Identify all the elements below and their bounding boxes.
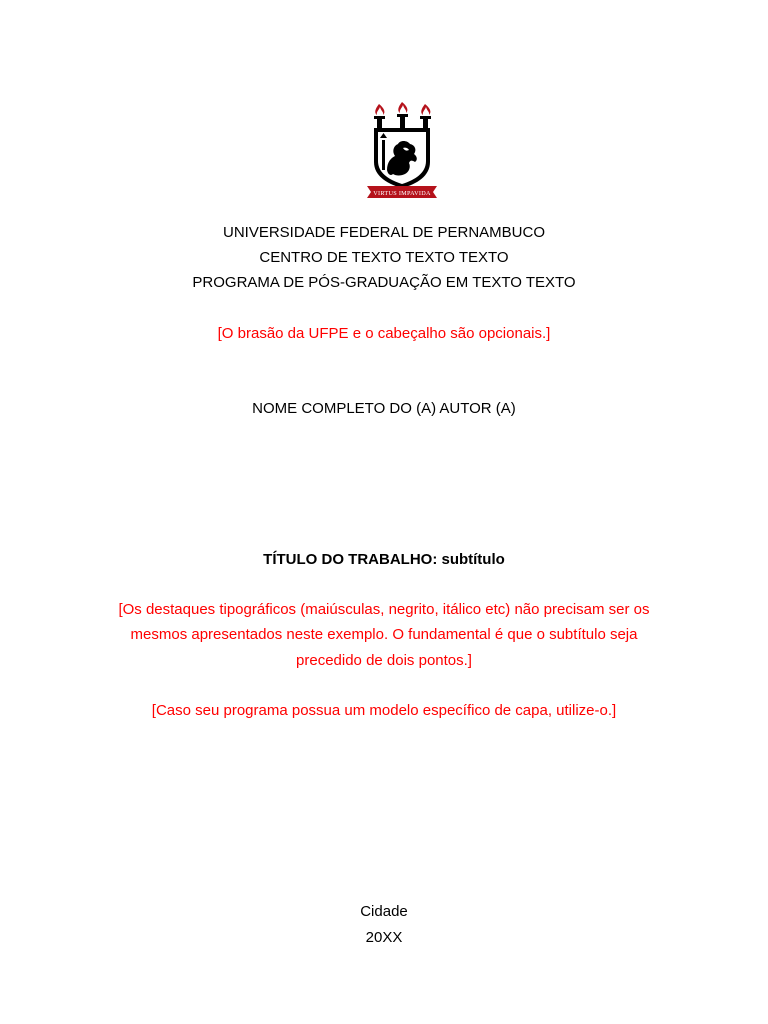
center-name: CENTRO DE TEXTO TEXTO TEXTO [259, 249, 509, 266]
year: 20XX [365, 929, 403, 946]
ufpe-crest-logo [365, 100, 439, 200]
city: Cidade [360, 903, 408, 920]
university-name: UNIVERSIDADE FEDERAL DE PERNAMBUCO [222, 224, 545, 241]
program-name: PROGRAMA DE PÓS-GRADUAÇÃO EM TEXTO TEXTO [192, 274, 576, 291]
torches [375, 102, 430, 115]
work-title: TÍTULO DO TRABALHO: subtítulo [263, 551, 505, 568]
author-name: NOME COMPLETO DO (A) AUTOR (A) [252, 400, 516, 417]
typography-note-line-3: precedido de dois pontos.] [296, 652, 472, 669]
optional-header-note: [O brasão da UFPE e o cabeçalho são opcionais.] [217, 325, 551, 342]
typography-note-line-1: [Os destaques tipográficos (maiúsculas, negrito, itálico etc) não precisam ser os [118, 601, 650, 618]
motto-text: VIRTUS IMPAVIDA [373, 189, 431, 197]
typography-note-line-2: mesmos apresentados neste exemplo. O fundamental é que o subtítulo seja [130, 626, 638, 643]
cover-model-note: [Caso seu programa possua um modelo específico de capa, utilize-o.] [151, 702, 617, 719]
